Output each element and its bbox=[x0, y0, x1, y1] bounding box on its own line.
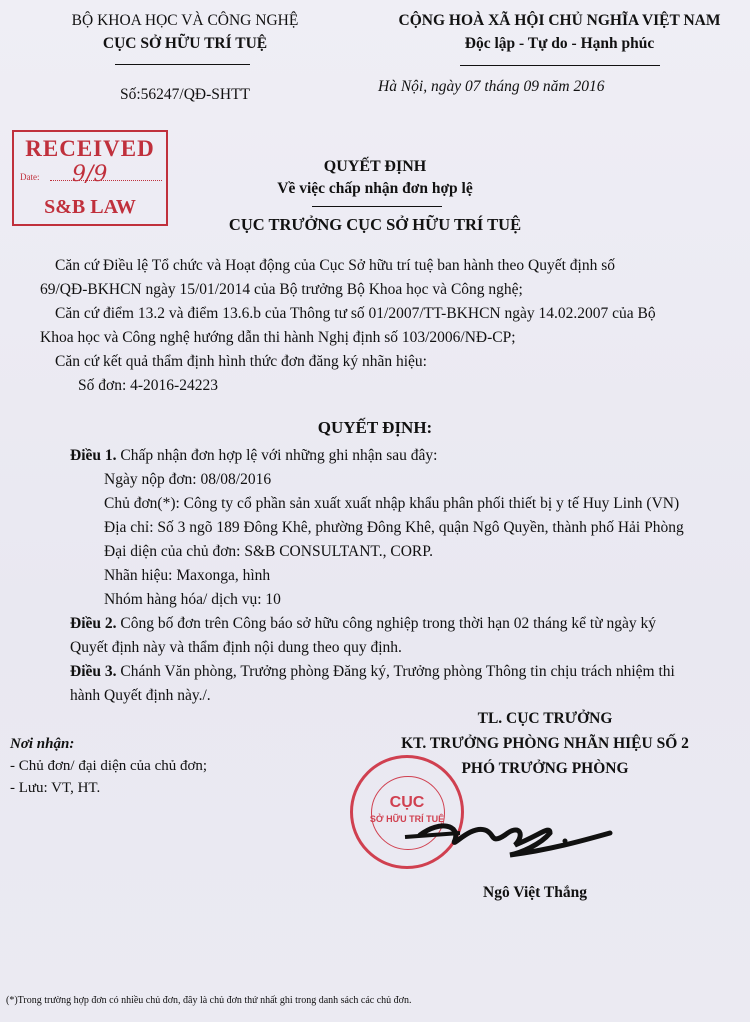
preamble-line: Căn cứ kết quả thẩm định hình thức đơn đăng ký nhãn hiệu: bbox=[55, 353, 427, 370]
article-1-item: Đại diện của chủ đơn: S&B CONSULTANT., CORP. bbox=[104, 543, 434, 560]
handwritten-signature-icon bbox=[400, 805, 620, 865]
signature-line-3: PHÓ TRƯỞNG PHÒNG bbox=[461, 760, 629, 777]
recipient-item: - Chủ đơn/ đại diện của chủ đơn; bbox=[10, 758, 208, 774]
article-1-label: Điều 1. bbox=[70, 447, 117, 464]
article-1-item: Nhóm hàng hóa/ dịch vụ: 10 bbox=[104, 591, 281, 608]
ministry-name: BỘ KHOA HỌC VÀ CÔNG NGHỆ bbox=[71, 12, 299, 29]
seal-center-bottom: SỞ HỮU TRÍ TUỆ bbox=[369, 814, 445, 824]
article-3-continued: hành Quyết định này./. bbox=[70, 687, 211, 704]
preamble-line: Căn cứ điểm 13.2 và điểm 13.6.b của Thông tư số 01/2007/TT-BKHCN ngày 14.02.2007 của Bộ bbox=[55, 305, 656, 322]
article-2-label: Điều 2. bbox=[70, 615, 117, 632]
article-2 bbox=[70, 612, 750, 636]
signer-name: Ngô Việt Thắng bbox=[483, 884, 587, 901]
country-name: CỘNG HOÀ XÃ HỘI CHỦ NGHĨA VIỆT NAM bbox=[398, 12, 721, 29]
article-1-item: Chủ đơn(*): Công ty cổ phần sản xuất xuất nhập khẩu phân phối thiết bị y tế Huy Linh (VN) bbox=[104, 495, 680, 512]
application-number: Số đơn: 4-2016-24223 bbox=[78, 377, 218, 394]
article-2-text: Công bố đơn trên Công báo sở hữu công nghiệp trong thời hạn 02 tháng kể từ ngày ký bbox=[120, 615, 656, 632]
article-1-item: Địa chỉ: Số 3 ngõ 189 Đông Khê, phường Đông Khê, quận Ngô Quyền, thành phố Hải Phòng bbox=[104, 519, 684, 536]
article-3-text: Chánh Văn phòng, Trưởng phòng Đăng ký, Trưởng phòng Thông tin chịu trách nhiệm thi bbox=[120, 663, 675, 680]
decision-title: QUYẾT ĐỊNH bbox=[323, 158, 427, 175]
footnote: (*)Trong trường hợp đơn có nhiều chủ đơn, đây là chủ đơn thứ nhất ghi trong danh sách các chủ đơn. bbox=[6, 995, 412, 1006]
article-3-label: Điều 3. bbox=[70, 663, 117, 680]
received-title: RECEIVED bbox=[25, 136, 155, 161]
recipients bbox=[10, 733, 207, 799]
decision-subject: Về việc chấp nhận đơn hợp lệ bbox=[277, 180, 473, 197]
articles bbox=[70, 444, 750, 708]
article-1 bbox=[70, 444, 750, 468]
place-date: Hà Nội, ngày 07 tháng 09 năm 2016 bbox=[378, 78, 605, 95]
signature-line-1: TL. CỤC TRƯỞNG bbox=[477, 710, 613, 727]
article-1-item: Ngày nộp đơn: 08/08/2016 bbox=[104, 471, 272, 488]
preamble-line: Khoa học và Công nghệ hướng dẫn thi hành Nghị định số 103/2006/NĐ-CP; bbox=[40, 329, 516, 346]
recipients-label: Nơi nhận: bbox=[10, 736, 75, 752]
recipient-item: - Lưu: VT, HT. bbox=[10, 780, 101, 796]
decision-heading: QUYẾT ĐỊNH: bbox=[317, 418, 433, 437]
signature-line-2: KT. TRƯỞNG PHÒNG NHÃN HIỆU SỐ 2 bbox=[401, 735, 689, 752]
office-name: CỤC SỞ HỮU TRÍ TUỆ bbox=[102, 35, 268, 52]
right-header-rule bbox=[460, 65, 660, 66]
preamble bbox=[0, 254, 750, 398]
article-1-text: Chấp nhận đơn hợp lệ với những ghi nhận sau đây: bbox=[120, 447, 438, 464]
received-date-label: Date: bbox=[20, 172, 40, 182]
article-3 bbox=[70, 660, 750, 684]
received-stamp bbox=[12, 130, 168, 226]
received-firm: S&B LAW bbox=[44, 196, 136, 218]
article-1-item: Nhãn hiệu: Maxonga, hình bbox=[104, 567, 271, 584]
article-2-continued: Quyết định này và thẩm định nội dung theo quy định. bbox=[70, 639, 402, 656]
preamble-line: Căn cứ Điều lệ Tổ chức và Hoạt động của Cục Sở hữu trí tuệ ban hành theo Quyết định số bbox=[55, 257, 615, 274]
issuer-title: CỤC TRƯỞNG CỤC SỞ HỮU TRÍ TUỆ bbox=[228, 215, 522, 234]
motto: Độc lập - Tự do - Hạnh phúc bbox=[464, 35, 655, 52]
title-rule bbox=[312, 206, 442, 207]
preamble-line: 69/QĐ-BKHCN ngày 15/01/2014 của Bộ trưởng Bộ Khoa học và Công nghệ; bbox=[40, 281, 523, 298]
seal-center-top: CỤC bbox=[389, 794, 425, 811]
left-header-rule bbox=[115, 64, 250, 65]
doc-number: Số:56247/QĐ-SHTT bbox=[119, 86, 251, 103]
received-date-value: 9/9 bbox=[72, 162, 108, 187]
